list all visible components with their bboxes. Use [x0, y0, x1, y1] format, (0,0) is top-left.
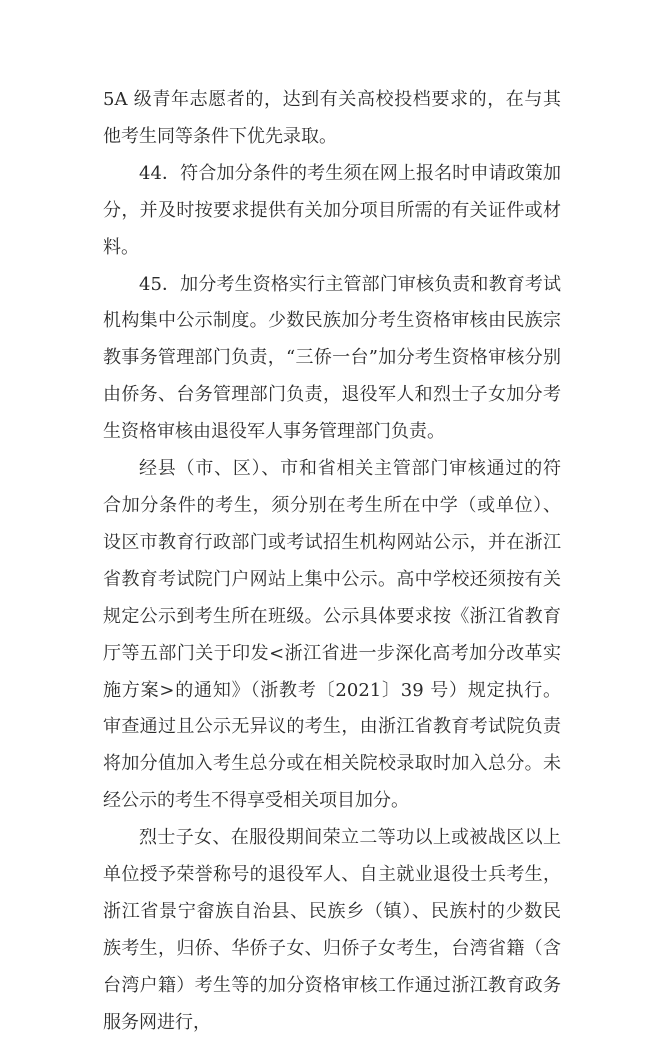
- paragraph-article-44: 44．符合加分条件的考生须在网上报名时申请政策加分，并及时按要求提供有关加分项目所需的有关证件或材料。: [103, 162, 561, 258]
- paragraph-publicity: 经县（市、区）、市和省相关主管部门审核通过的符合加分条件的考生，须分别在考生所在中学（或单位）、设区市教育行政部门或考试招生机构网站公示，并在浙江省教育考试院门户网站上集中公示。高中学校还须按有关规定公示到考生所在班级。公示具体要求按《浙江省教育厅等五部门关于印发<浙江省进一步深化高考加分改革实施方案>的通知》（浙教考〔2021〕39 号）规定执行。审查通过且公示无异议的考生，由浙江省教育考试院负责将加分值加入考生总分或在相关院校录取时加入总分。未经公示的考生不得享受相关项目加分。: [103, 458, 561, 812]
- paragraph-online-review: 烈士子女、在服役期间荣立二等功以上或被战区以上单位授予荣誉称号的退役军人、自主就业退役士兵考生，浙江省景宁畲族自治县、民族乡（镇）、民族村的少数民族考生，归侨、华侨子女、归侨子女考生，台湾省籍（含台湾户籍）考生等的加分资格审核工作通过浙江教育政务服务网进行，: [103, 827, 561, 1033]
- paragraph-continuation: 5A 级青年志愿者的，达到有关高校投档要求的，在与其他考生同等条件下优先录取。: [103, 89, 561, 147]
- paragraph-article-45: 45．加分考生资格实行主管部门审核负责和教育考试机构集中公示制度。少数民族加分考生资格审核由民族宗教事务管理部门负责，“三侨一台”加分考生资格审核分别由侨务、台务管理部门负责，退役军人和烈士子女加分考生资格审核由退役军人事务管理部门负责。: [103, 273, 561, 443]
- document-body: [103, 82, 561, 1042]
